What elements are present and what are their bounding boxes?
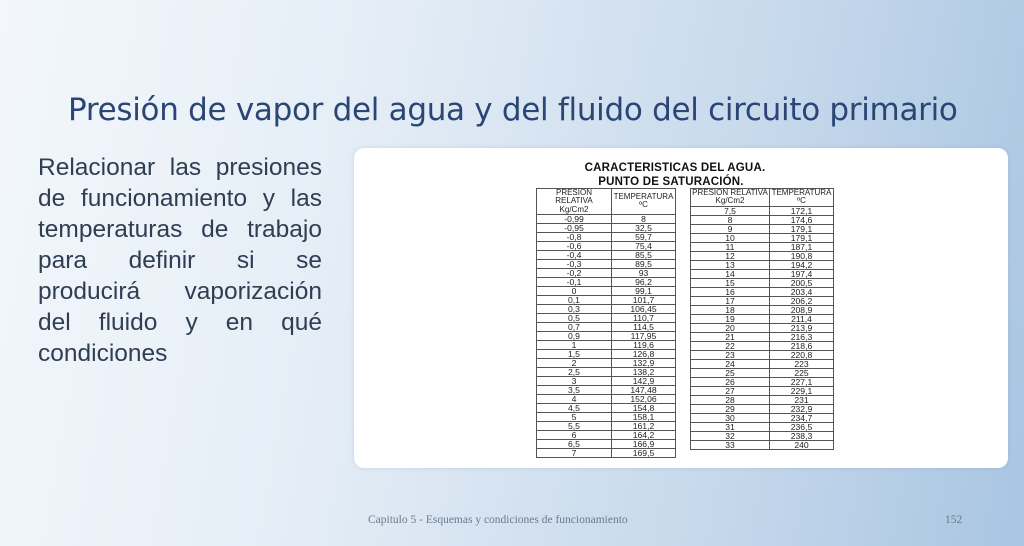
pressure-cell: 11 bbox=[691, 242, 770, 251]
saturation-table-left bbox=[536, 188, 676, 458]
table-row bbox=[537, 268, 676, 277]
pressure-cell: 1,5 bbox=[537, 349, 612, 358]
temperature-cell: 187,1 bbox=[770, 242, 834, 251]
pressure-cell: -0,2 bbox=[537, 268, 612, 277]
pressure-header-line1: PRESION RELATIVA bbox=[692, 188, 768, 197]
table-row bbox=[691, 260, 834, 269]
table-row bbox=[691, 440, 834, 449]
table-row bbox=[691, 386, 834, 395]
pressure-cell: 6 bbox=[537, 430, 612, 439]
temperature-cell: 227,1 bbox=[770, 377, 834, 386]
pressure-column-header bbox=[537, 189, 612, 215]
pressure-cell: 10 bbox=[691, 233, 770, 242]
page-number: 152 bbox=[945, 514, 963, 526]
table-row bbox=[537, 250, 676, 259]
table-row bbox=[691, 350, 834, 359]
pressure-cell: 4,5 bbox=[537, 403, 612, 412]
table-row bbox=[537, 259, 676, 268]
table-row bbox=[537, 331, 676, 340]
table-row bbox=[537, 232, 676, 241]
table-row bbox=[537, 241, 676, 250]
pressure-cell: 23 bbox=[691, 350, 770, 359]
temperature-cell: 114,5 bbox=[612, 322, 676, 331]
table-row bbox=[691, 323, 834, 332]
pressure-cell: 29 bbox=[691, 404, 770, 413]
temperature-cell: 119,6 bbox=[612, 340, 676, 349]
pressure-cell: 21 bbox=[691, 332, 770, 341]
pressure-cell: 9 bbox=[691, 224, 770, 233]
pressure-cell: 2,5 bbox=[537, 367, 612, 376]
table-row bbox=[691, 314, 834, 323]
temperature-cell: 110,7 bbox=[612, 313, 676, 322]
pressure-cell: -0,3 bbox=[537, 259, 612, 268]
table-row bbox=[691, 251, 834, 260]
pressure-header-unit: Kg/Cm2 bbox=[715, 196, 745, 206]
pressure-cell: 0,1 bbox=[537, 295, 612, 304]
temperature-cell: 158,1 bbox=[612, 412, 676, 421]
temperature-cell: 231 bbox=[770, 395, 834, 404]
table-row bbox=[691, 404, 834, 413]
pressure-cell: 17 bbox=[691, 296, 770, 305]
pressure-cell: 28 bbox=[691, 395, 770, 404]
table-row bbox=[537, 286, 676, 295]
pressure-cell: 33 bbox=[691, 440, 770, 449]
pressure-cell: 0,9 bbox=[537, 331, 612, 340]
temperature-cell: 101,7 bbox=[612, 295, 676, 304]
temperature-cell: 32,5 bbox=[612, 223, 676, 232]
pressure-cell: -0,1 bbox=[537, 277, 612, 286]
temperature-cell: 89,5 bbox=[612, 259, 676, 268]
table-header-row bbox=[691, 189, 834, 207]
temperature-cell: 99,1 bbox=[612, 286, 676, 295]
temperature-cell: 152,06 bbox=[612, 394, 676, 403]
pressure-cell: -0,4 bbox=[537, 250, 612, 259]
table-reflection bbox=[354, 470, 1008, 546]
pressure-cell: 2 bbox=[537, 358, 612, 367]
table-row bbox=[691, 233, 834, 242]
temperature-cell: 216,3 bbox=[770, 332, 834, 341]
temperature-cell: 59,7 bbox=[612, 232, 676, 241]
temperature-cell: 154,8 bbox=[612, 403, 676, 412]
pressure-cell: -0,99 bbox=[537, 214, 612, 223]
pressure-cell: 6,5 bbox=[537, 439, 612, 448]
temperature-cell: 75,4 bbox=[612, 241, 676, 250]
temperature-cell: 126,8 bbox=[612, 349, 676, 358]
temperature-column-header bbox=[770, 189, 834, 207]
temperature-cell: 132,9 bbox=[612, 358, 676, 367]
pressure-cell: 0,5 bbox=[537, 313, 612, 322]
pressure-cell: 1 bbox=[537, 340, 612, 349]
table-row bbox=[537, 448, 676, 457]
table-row bbox=[691, 368, 834, 377]
pressure-cell: 14 bbox=[691, 269, 770, 278]
pressure-cell: 24 bbox=[691, 359, 770, 368]
pressure-cell: 7 bbox=[537, 448, 612, 457]
table-row bbox=[691, 296, 834, 305]
temperature-cell: 238,3 bbox=[770, 431, 834, 440]
table-row bbox=[691, 332, 834, 341]
temperature-cell: 240 bbox=[770, 440, 834, 449]
table-row bbox=[691, 422, 834, 431]
pressure-header-unit: Kg/Cm2 bbox=[559, 204, 589, 214]
temperature-column-header bbox=[612, 189, 676, 215]
temperature-cell: 194,2 bbox=[770, 260, 834, 269]
temperature-cell: 213,9 bbox=[770, 323, 834, 332]
pressure-cell: 22 bbox=[691, 341, 770, 350]
table-row bbox=[537, 412, 676, 421]
pressure-cell: 15 bbox=[691, 278, 770, 287]
temperature-cell: 220,8 bbox=[770, 350, 834, 359]
pressure-header-line1: PRESION RELATIVA bbox=[555, 188, 593, 206]
pressure-cell: 20 bbox=[691, 323, 770, 332]
pressure-cell: 4 bbox=[537, 394, 612, 403]
pressure-cell: 32 bbox=[691, 431, 770, 440]
temperature-cell: 190,8 bbox=[770, 251, 834, 260]
temperature-header-line1: TEMPERATURA bbox=[771, 188, 832, 197]
table-row bbox=[691, 431, 834, 440]
table-heading-line2: PUNTO DE SATURACIÓN. bbox=[598, 176, 744, 188]
table-row bbox=[691, 395, 834, 404]
temperature-header-unit: ºC bbox=[797, 196, 806, 206]
table-heading-line1: CARACTERISTICAS DEL AGUA. bbox=[584, 162, 766, 174]
pressure-cell: 8 bbox=[691, 215, 770, 224]
temperature-cell: 138,2 bbox=[612, 367, 676, 376]
table-row bbox=[691, 413, 834, 422]
temperature-cell: 164,2 bbox=[612, 430, 676, 439]
table-row bbox=[537, 304, 676, 313]
table-row bbox=[691, 242, 834, 251]
temperature-cell: 106,45 bbox=[612, 304, 676, 313]
table-row bbox=[537, 358, 676, 367]
table-row bbox=[691, 305, 834, 314]
temperature-cell: 179,1 bbox=[770, 224, 834, 233]
table-row bbox=[537, 421, 676, 430]
temperature-cell: 232,9 bbox=[770, 404, 834, 413]
pressure-cell: 3 bbox=[537, 376, 612, 385]
temperature-cell: 218,6 bbox=[770, 341, 834, 350]
pressure-cell: -0,95 bbox=[537, 223, 612, 232]
table-row bbox=[691, 206, 834, 215]
pressure-cell: -0,6 bbox=[537, 241, 612, 250]
right-table-body bbox=[691, 206, 834, 449]
pressure-cell: 16 bbox=[691, 287, 770, 296]
table-row bbox=[691, 287, 834, 296]
table-row bbox=[537, 214, 676, 223]
table-row bbox=[691, 278, 834, 287]
temperature-cell: 93 bbox=[612, 268, 676, 277]
temperature-cell: 147,48 bbox=[612, 385, 676, 394]
pressure-cell: 3,5 bbox=[537, 385, 612, 394]
pressure-cell: 12 bbox=[691, 251, 770, 260]
temperature-cell: 161,2 bbox=[612, 421, 676, 430]
table-row bbox=[537, 223, 676, 232]
table-row bbox=[537, 367, 676, 376]
table-row bbox=[691, 341, 834, 350]
pressure-cell: 0,3 bbox=[537, 304, 612, 313]
saturation-table-right bbox=[690, 188, 834, 450]
temperature-cell: 208,9 bbox=[770, 305, 834, 314]
temperature-cell: 117,95 bbox=[612, 331, 676, 340]
pressure-cell: 18 bbox=[691, 305, 770, 314]
table-row bbox=[537, 313, 676, 322]
left-table-body bbox=[537, 214, 676, 457]
pressure-cell: 7,5 bbox=[691, 206, 770, 215]
table-row bbox=[537, 349, 676, 358]
temperature-cell: 200,5 bbox=[770, 278, 834, 287]
table-row bbox=[691, 215, 834, 224]
table-row bbox=[691, 224, 834, 233]
pressure-cell: 0 bbox=[537, 286, 612, 295]
temperature-cell: 85,5 bbox=[612, 250, 676, 259]
table-row bbox=[537, 439, 676, 448]
temperature-cell: 179,1 bbox=[770, 233, 834, 242]
pressure-cell: 5 bbox=[537, 412, 612, 421]
temperature-header-line1: TEMPERATURA bbox=[613, 192, 674, 202]
pressure-cell: 13 bbox=[691, 260, 770, 269]
pressure-cell: 26 bbox=[691, 377, 770, 386]
temperature-cell: 172,1 bbox=[770, 206, 834, 215]
temperature-cell: 225 bbox=[770, 368, 834, 377]
table-row bbox=[691, 359, 834, 368]
pressure-cell: 19 bbox=[691, 314, 770, 323]
slide-title: Presión de vapor del agua y del fluido del circuito primario bbox=[68, 92, 958, 128]
pressure-cell: 25 bbox=[691, 368, 770, 377]
temperature-cell: 203,4 bbox=[770, 287, 834, 296]
table-row bbox=[691, 269, 834, 278]
temperature-cell: 223 bbox=[770, 359, 834, 368]
table-row bbox=[537, 394, 676, 403]
pressure-column-header bbox=[691, 189, 770, 207]
pressure-cell: 30 bbox=[691, 413, 770, 422]
temperature-cell: 197,4 bbox=[770, 269, 834, 278]
temperature-cell: 206,2 bbox=[770, 296, 834, 305]
table-row bbox=[691, 377, 834, 386]
temperature-cell: 229,1 bbox=[770, 386, 834, 395]
temperature-cell: 174,6 bbox=[770, 215, 834, 224]
pressure-cell: -0,8 bbox=[537, 232, 612, 241]
table-row bbox=[537, 403, 676, 412]
footer-text: Capitulo 5 - Esquemas y condiciones de funcionamiento bbox=[368, 514, 628, 526]
table-image-card bbox=[354, 148, 1008, 468]
temperature-cell: 236,5 bbox=[770, 422, 834, 431]
temperature-cell: 169,5 bbox=[612, 448, 676, 457]
temperature-cell: 8 bbox=[612, 214, 676, 223]
pressure-cell: 27 bbox=[691, 386, 770, 395]
pressure-cell: 5,5 bbox=[537, 421, 612, 430]
table-row bbox=[537, 430, 676, 439]
table-header-row bbox=[537, 189, 676, 215]
body-text: Relacionar las presiones de funcionamiento y las temperaturas de trabajo para definir si se producirá vaporización del fluido y en qué condiciones bbox=[38, 154, 322, 367]
temperature-cell: 166,9 bbox=[612, 439, 676, 448]
temperature-cell: 142,9 bbox=[612, 376, 676, 385]
table-row bbox=[537, 340, 676, 349]
temperature-cell: 96,2 bbox=[612, 277, 676, 286]
temperature-cell: 211,4 bbox=[770, 314, 834, 323]
table-row bbox=[537, 277, 676, 286]
temperature-header-unit: ºC bbox=[639, 200, 648, 210]
pressure-cell: 31 bbox=[691, 422, 770, 431]
pressure-cell: 0,7 bbox=[537, 322, 612, 331]
temperature-cell: 234,7 bbox=[770, 413, 834, 422]
